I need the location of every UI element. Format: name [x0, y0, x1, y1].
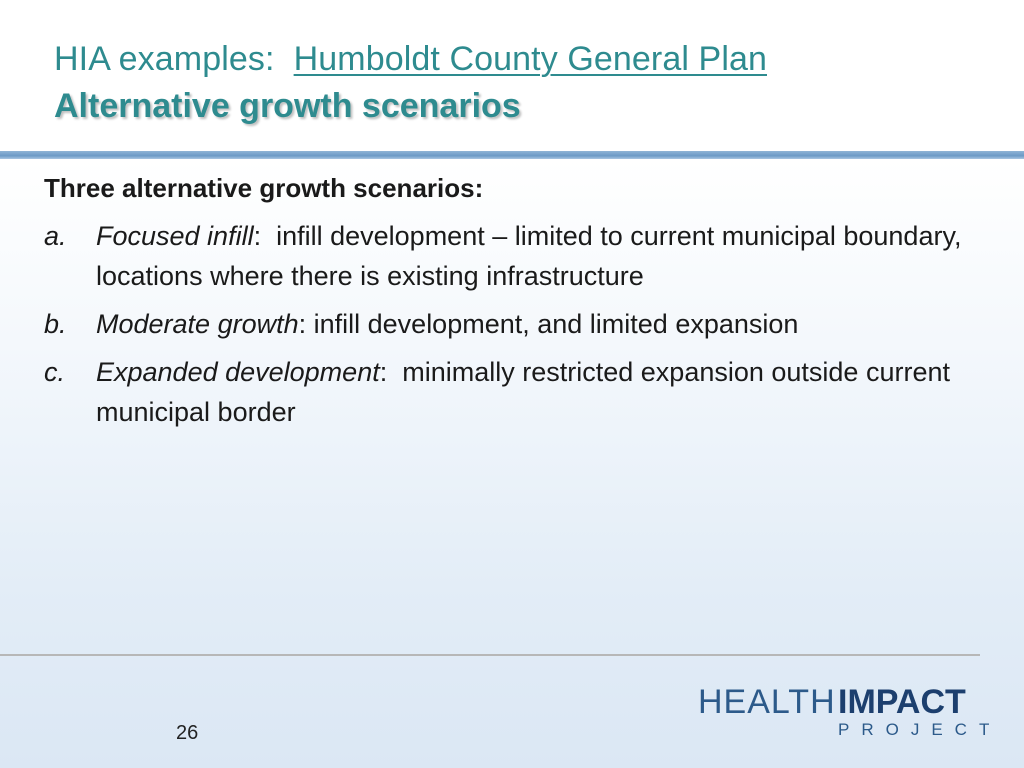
bottom-divider [0, 654, 980, 656]
list-item-separator: : [298, 309, 307, 339]
title-link[interactable]: Humboldt County General Plan [293, 40, 767, 78]
slide-subtitle: Alternative growth scenarios [54, 87, 521, 125]
top-divider [0, 151, 1024, 159]
list-item-term: Focused infill [96, 221, 254, 251]
list-item-c [44, 352, 974, 432]
list-item-text: infill development, and limited expansion [306, 309, 799, 339]
logo-project-text: PROJECT [838, 720, 1002, 739]
page-number: 26 [176, 722, 199, 744]
body-content [44, 168, 974, 440]
list-item-separator: : [253, 221, 262, 251]
list-item-text: minimally restricted expansion outside current municipal border [96, 357, 958, 427]
logo-health-text: HEALTH [698, 683, 836, 721]
list-marker: a. [44, 221, 67, 251]
list-item-separator: : [379, 357, 388, 387]
list-item-text: infill development – limited to current municipal boundary, locations where there is existing infrastructure [96, 221, 969, 291]
list-marker: b. [44, 309, 67, 339]
title-area [0, 0, 1024, 150]
title-prefix: HIA examples: [54, 40, 275, 78]
logo-impact-text: IMPACT [838, 683, 966, 721]
list-item-term: Expanded development [96, 357, 380, 387]
body-heading: Three alternative growth scenarios: [44, 173, 484, 203]
slide-title [54, 40, 767, 79]
list-item-term: Moderate growth [96, 309, 299, 339]
list-item-b [44, 304, 974, 344]
list-item-a [44, 216, 974, 296]
list-marker: c. [44, 357, 66, 387]
health-impact-project-logo [698, 683, 1002, 741]
